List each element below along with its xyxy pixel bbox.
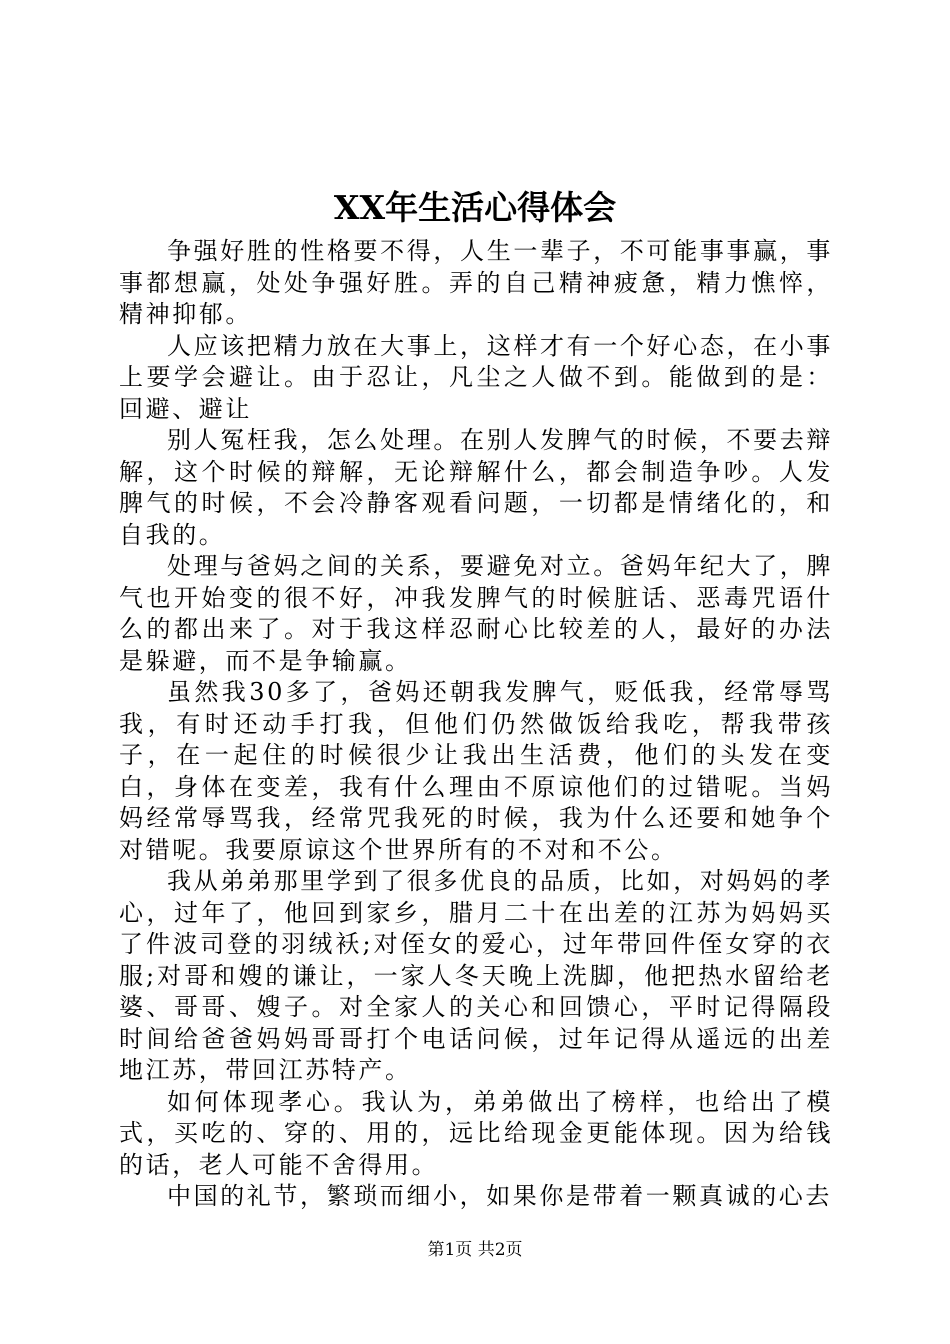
paragraph: 别人冤枉我，怎么处理。在别人发脾气的时候，不要去辩解，这个时候的辩解，无论辩解什么，都会制造争吵。人发脾气的时候，不会冷静客观看问题，一切都是情绪化的，和自我的。 [119, 426, 833, 549]
document-body [119, 236, 833, 1213]
paragraph: 中国的礼节，繁琐而细小，如果你是带着一颗真诚的心去 [167, 1182, 832, 1210]
paragraph: 争强好胜的性格要不得，人生一辈子，不可能事事赢，事事都想赢，处处争强好胜。弄的自己精神疲惫，精力憔悴，精神抑郁。 [119, 237, 833, 328]
paragraph: 处理与爸妈之间的关系，要避免对立。爸妈年纪大了，脾气也开始变的很不好，冲我发脾气的时候脏话、恶毒咒语什么的都出来了。对于我这样忍耐心比较差的人，最好的办法是躲避，而不是争输赢。 [119, 552, 833, 675]
document-title: XX年生活心得体会 [333, 188, 617, 227]
paragraph: 虽然我30多了，爸妈还朝我发脾气，贬低我，经常辱骂我，有时还动手打我，但他们仍然做饭给我吃，帮我带孩子，在一起住的时候很少让我出生活费，他们的头发在变白，身体在变差，我有什么理由不原谅他们的过错呢。当妈妈经常辱骂我，经常咒我死的时候，我为什么还要和她争个对错呢。我要原谅这个世界所有的不对和不公。 [119, 678, 833, 864]
paragraph: 人应该把精力放在大事上，这样才有一个好心态，在小事上要学会避让。由于忍让，凡尘之人做不到。能做到的是：回避、避让 [119, 331, 833, 423]
paragraph: 如何体现孝心。我认为，弟弟做出了榜样，也给出了模式，买吃的、穿的、用的，远比给现金更能体现。因为给钱的话，老人可能不舍得用。 [119, 1087, 833, 1179]
paragraph: 我从弟弟那里学到了很多优良的品质，比如，对妈妈的孝心，过年了，他回到家乡，腊月二十在出差的江苏为妈妈买了件波司登的羽绒袄;对侄女的爱心，过年带回件侄女穿的衣服;对哥和嫂的谦让，一家人冬天晚上洗脚，他把热水留给老婆、哥哥、嫂子。对全家人的关心和回馈心，平时记得隔段时间给爸爸妈妈哥哥打个电话问候，过年记得从遥远的出差地江苏，带回江苏特产。 [119, 867, 833, 1084]
page-number-footer: 第1页 共2页 [427, 1240, 523, 1260]
